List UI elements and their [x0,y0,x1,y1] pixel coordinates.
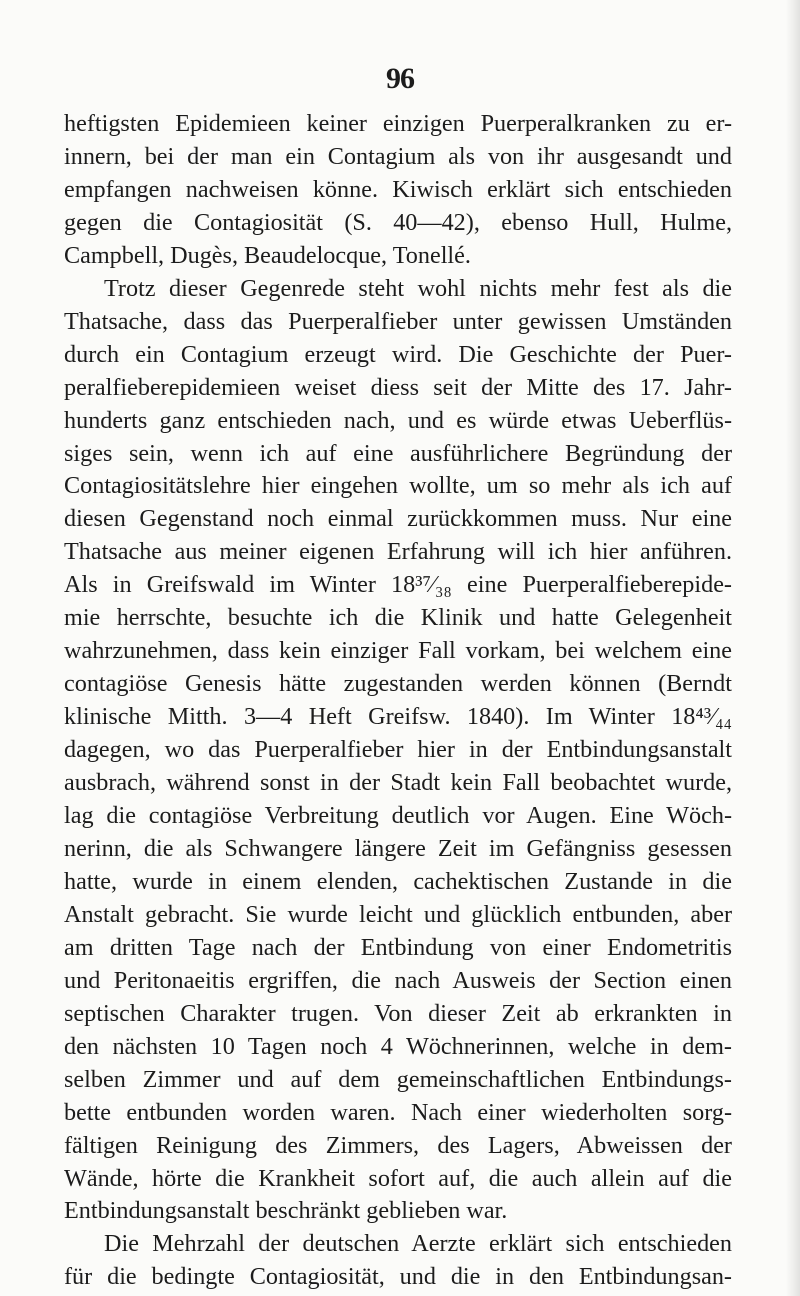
paragraph-start-line: Trotz dieser Gegenrede steht wohl nichts mehr fest als die [104,274,732,302]
text-line: peralfieberepidemieen weiset diess seit der Mitte des 17. Jahr- [64,373,732,401]
text-line: Thatsache aus meiner eigenen Erfahrung will ich hier anführen. [64,538,732,566]
text-line: gegen die Contagiosität (S. 40—42), ebenso Hull, Hulme, [64,208,732,236]
text-line: hunderts ganz entschieden nach, und es würde etwas Ueberflüs- [64,406,732,434]
text-line: am dritten Tage nach der Entbindung von einer Endometritis [64,933,732,961]
text-line: klinische Mitth. 3—4 Heft Greifsw. 1840). Im Winter 18⁴³⁄₄₄ [64,703,732,731]
body-text [64,108,732,1294]
text-line: nerinn, die als Schwangere längere Zeit im Gefängniss gesessen [64,834,732,862]
text-line: septischen Charakter trugen. Von dieser Zeit ab erkrankten in [64,999,732,1027]
text-line: Als in Greifswald im Winter 18³⁷⁄₃₈ eine Puerperalfieberepide- [64,571,732,599]
text-line: ausbrach, während sonst in der Stadt kein Fall beobachtet wurde, [64,769,732,797]
text-line: durch ein Contagium erzeugt wird. Die Geschichte der Puer- [64,340,732,368]
text-line: heftigsten Epidemieen keiner einzigen Puerperalkranken zu er- [64,110,732,137]
text-line: Entbindungsanstalt beschränkt geblieben war. [64,1197,508,1225]
page-edge-shadow [786,0,800,1296]
text-line: Campbell, Dugès, Beaudelocque, Tonellé. [64,241,471,269]
paragraph-start-line: Die Mehrzahl der deutschen Aerzte erklärt sich entschieden [104,1230,732,1258]
text-line: wahrzunehmen, dass kein einziger Fall vorkam, bei welchem eine [64,637,732,665]
text-line: siges sein, wenn ich auf eine ausführlichere Begründung der [64,439,732,467]
text-line: für die bedingte Contagiosität, und die in den Entbindungsan- [64,1263,732,1291]
text-line: hatte, wurde in einem elenden, cachektischen Zustande in die [64,867,732,895]
text-line: mie herrschte, besuchte ich die Klinik und hatte Gelegenheit [64,604,732,632]
text-line: Anstalt gebracht. Sie wurde leicht und glücklich entbunden, aber [64,900,732,928]
text-line: Thatsache, dass das Puerperalfieber unter gewissen Umständen [64,307,732,335]
text-line: Contagiositätslehre hier eingehen wollte, um so mehr als ich auf [64,472,732,500]
text-line: und Peritonaeitis ergriffen, die nach Ausweis der Section einen [64,966,732,994]
text-line: contagiöse Genesis hätte zugestanden werden können (Berndt [64,670,732,698]
page-number: 96 [386,62,414,95]
text-line: lag die contagiöse Verbreitung deutlich vor Augen. Eine Wöch- [64,802,732,830]
text-line: fältigen Reinigung des Zimmers, des Lagers, Abweissen der [64,1131,732,1159]
text-line: Wände, hörte die Krankheit sofort auf, die auch allein auf die [64,1164,732,1192]
text-line: bette entbunden worden waren. Nach einer wiederholten sorg- [64,1098,732,1126]
text-line: innern, bei der man ein Contagium als von ihr ausgesandt und [64,142,732,170]
text-line: diesen Gegenstand noch einmal zurückkommen muss. Nur eine [64,505,732,533]
text-line: selben Zimmer und auf dem gemeinschaftlichen Entbindungs- [64,1065,732,1093]
text-line: empfangen nachweisen könne. Kiwisch erklärt sich entschieden [64,175,732,203]
text-line: dagegen, wo das Puerperalfieber hier in der Entbindungsanstalt [64,736,732,764]
text-line: den nächsten 10 Tagen noch 4 Wöchnerinnen, welche in dem- [64,1032,732,1060]
